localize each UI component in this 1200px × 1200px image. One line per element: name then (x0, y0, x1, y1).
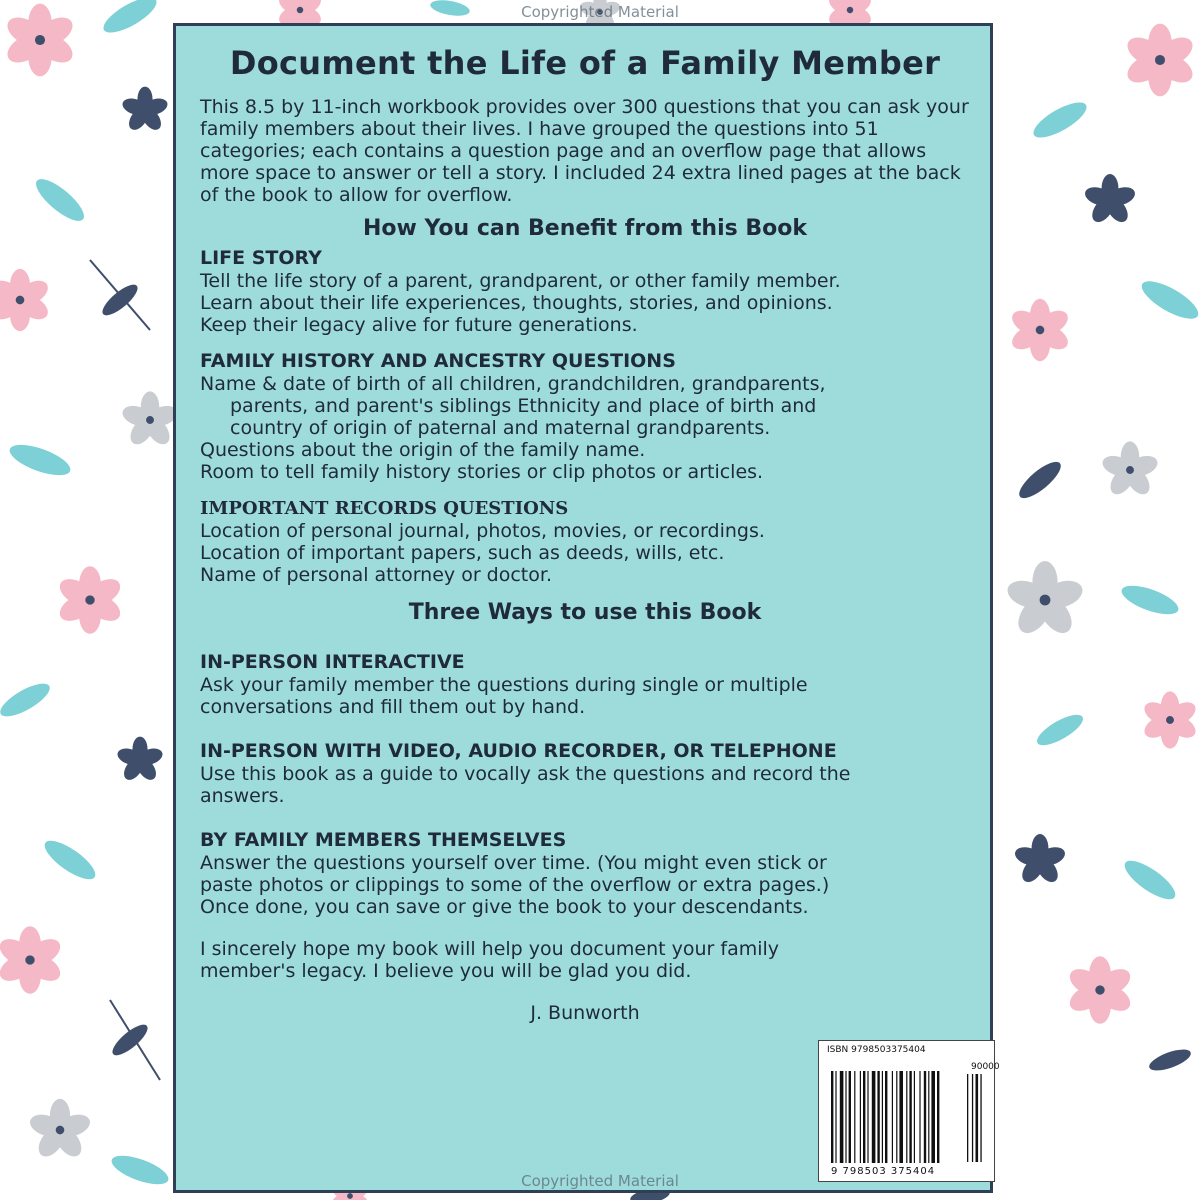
price-code: 90000 (971, 1062, 1000, 1072)
barcode-bar (914, 1071, 915, 1163)
barcode-bar (867, 1071, 868, 1163)
barcode-bar (882, 1071, 883, 1163)
recorder-heading: IN-PERSON WITH VIDEO, AUDIO RECORDER, OR TELEPHONE (200, 740, 837, 762)
in-person-line: Ask your family member the questions during single or multiple (200, 674, 808, 696)
recorder-line: Use this book as a guide to vocally ask the questions and record the (200, 763, 851, 785)
flower-decoration (120, 87, 169, 134)
closing-line: member's legacy. I believe you will be glad you did. (200, 960, 692, 982)
barcode-bar (845, 1071, 846, 1163)
barcode-bar (840, 1071, 844, 1163)
family-history-line: Name & date of birth of all children, grandchildren, grandparents, (200, 373, 826, 395)
watermark-bottom: Copyrighted Material (521, 1172, 679, 1190)
barcode-bar (860, 1071, 861, 1163)
family-history-line: Room to tell family history stories or clip photos or articles. (200, 461, 764, 483)
barcode-bar (885, 1071, 887, 1163)
records-heading: IMPORTANT RECORDS QUESTIONS (200, 498, 569, 519)
barcode-bar (892, 1071, 893, 1163)
flower-decoration (120, 391, 180, 448)
leaf-decoration (1119, 854, 1180, 906)
leaf-decoration (30, 173, 89, 228)
leaf-decoration (108, 1020, 152, 1060)
leaf-decoration (0, 678, 54, 723)
leaf-decoration (6, 439, 74, 482)
flower-decoration (27, 1099, 93, 1161)
flower-decoration (1100, 441, 1160, 498)
barcode-bars (829, 1071, 979, 1163)
flower-decoration (1141, 691, 1200, 748)
barcode-bar (906, 1071, 907, 1163)
isbn-barcode (818, 1040, 1000, 1182)
leaf-decoration (1029, 96, 1091, 144)
flower-decoration (1004, 561, 1086, 639)
leaf-decoration (1147, 1045, 1194, 1075)
records-line: Location of important papers, such as deeds, wills, etc. (200, 542, 725, 564)
recorder-section (200, 740, 970, 807)
author-signature: J. Bunworth (530, 1002, 640, 1024)
barcode-bar (928, 1071, 929, 1163)
barcode-bar (972, 1074, 973, 1162)
life-story-heading: LIFE STORY (200, 247, 322, 269)
records-line: Location of personal journal, photos, movies, or recordings. (200, 520, 765, 542)
leaf-decoration (1118, 580, 1182, 620)
in-person-heading: IN-PERSON INTERACTIVE (200, 651, 465, 673)
benefit-heading: How You can Benefit from this Book (362, 216, 808, 241)
closing-paragraph (200, 938, 970, 982)
barcode-bar (967, 1074, 968, 1162)
leaf-decoration (1014, 456, 1066, 503)
flower-decoration (55, 566, 124, 634)
panel-content (200, 44, 970, 1024)
in-person-section (200, 651, 970, 718)
themselves-section (200, 829, 970, 918)
barcode-bar (849, 1071, 851, 1163)
themselves-heading: BY FAMILY MEMBERS THEMSELVES (200, 829, 567, 851)
themselves-line: Once done, you can save or give the book to your descendants. (200, 896, 809, 918)
family-history-line: country of origin of paternal and maternal grandparents. (230, 417, 771, 439)
barcode-bar (835, 1071, 836, 1163)
barcode-bar (980, 1074, 981, 1162)
recorder-line: answers. (200, 785, 285, 807)
life-story-section (200, 247, 970, 336)
page-title: Document the Life of a Family Member (229, 44, 941, 82)
intro-paragraph: This 8.5 by 11-inch workbook provides over 300 questions that you can ask your family members about their lives. I have grouped the questions into 51 categories; each contains a question page and an overflow page that allows more space to answer or tell a story. I included 24 extra lined pages at the back of the book to allow for overflow. (200, 96, 969, 206)
themselves-line: Answer the questions yourself over time. (You might even stick or (200, 852, 827, 874)
records-line: Name of personal attorney or doctor. (200, 564, 552, 586)
leaf-decoration (1033, 709, 1087, 751)
barcode-bar (831, 1071, 833, 1163)
family-history-line: Questions about the origin of the family name. (200, 439, 646, 461)
barcode-bar (854, 1071, 855, 1163)
flower-decoration (1013, 834, 1068, 886)
text-panel (173, 23, 993, 1193)
leaf-decoration (39, 834, 100, 886)
barcode-bar (896, 1071, 897, 1163)
flower-decoration (1083, 174, 1138, 226)
barcode-bar (924, 1071, 926, 1163)
themselves-line: paste photos or clippings to some of the overflow or extra pages.) (200, 874, 830, 896)
flower-decoration (1008, 299, 1072, 361)
isbn-label: ISBN 9798503375404 (827, 1045, 926, 1055)
family-history-section (200, 350, 970, 483)
family-history-heading: FAMILY HISTORY AND ANCESTRY QUESTIONS (200, 350, 676, 372)
barcode-bar (877, 1071, 879, 1163)
closing-line: I sincerely hope my book will help you document your family (200, 938, 780, 960)
life-story-line: Keep their legacy alive for future generations. (200, 314, 638, 336)
flower-decoration (1123, 24, 1198, 97)
barcode-bar (899, 1071, 903, 1163)
leaf-decoration (1137, 274, 1200, 325)
barcode-bar (872, 1071, 876, 1163)
barcode-bar (937, 1071, 939, 1163)
isbn-digits: 9 798503 375404 (831, 1166, 936, 1177)
flower-decoration (1065, 956, 1134, 1024)
in-person-line: conversations and fill them out by hand. (200, 696, 586, 718)
records-section (200, 497, 970, 586)
flower-decoration (0, 926, 65, 994)
barcode-bar (863, 1071, 865, 1163)
price-barcode-bars (967, 1074, 989, 1162)
barcode-bar (976, 1074, 979, 1162)
life-story-line: Tell the life story of a parent, grandparent, or other family member. (200, 270, 841, 292)
flower-decoration (115, 737, 164, 784)
watermark-top: Copyrighted Material (521, 3, 679, 21)
barcode-bar (919, 1071, 920, 1163)
life-story-line: Learn about their life experiences, thoughts, stories, and opinions. (200, 292, 833, 314)
flower-decoration (0, 269, 52, 331)
family-history-line: parents, and parent's siblings Ethnicity and place of birth and (230, 395, 817, 417)
barcode-bar (931, 1071, 935, 1163)
barcode-bar (909, 1071, 911, 1163)
ways-heading: Three Ways to use this Book (408, 600, 762, 625)
